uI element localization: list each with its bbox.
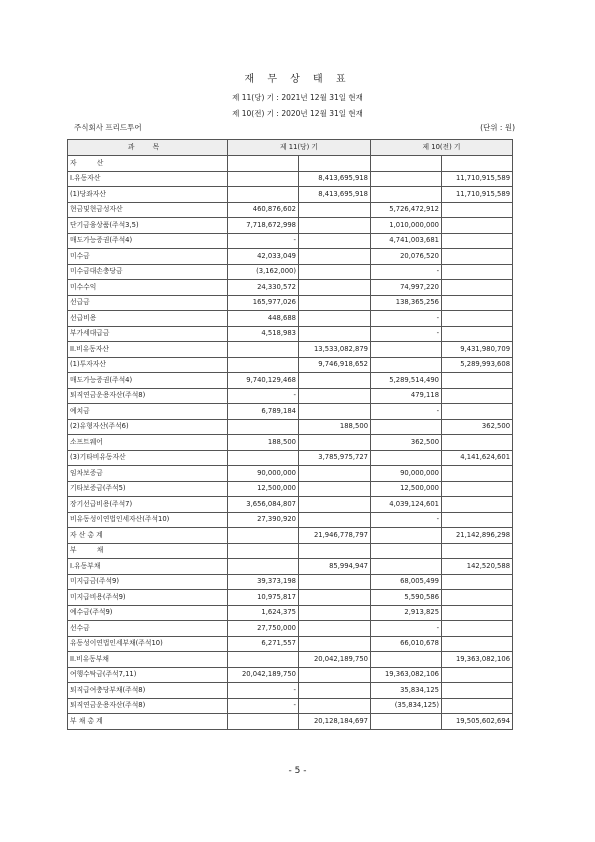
prior-subtotal-amount: 5,289,993,608 <box>442 357 513 373</box>
current-detail-amount: 460,876,602 <box>228 202 299 218</box>
current-subtotal-amount <box>299 605 371 621</box>
current-detail-amount: 20,042,189,750 <box>228 667 299 683</box>
current-subtotal-amount <box>299 388 371 404</box>
current-subtotal-amount: 20,042,189,750 <box>299 652 371 668</box>
prior-subtotal-amount <box>442 233 513 249</box>
account-name: I.유동부채 <box>68 559 228 575</box>
prior-detail-amount: 20,076,520 <box>371 249 442 265</box>
table-row <box>68 342 513 358</box>
prior-period-column-header: 제 10(전) 기 <box>371 140 513 156</box>
table-row <box>68 419 513 435</box>
current-subtotal-amount: 188,500 <box>299 419 371 435</box>
prior-subtotal-amount <box>442 218 513 234</box>
current-subtotal-amount <box>299 698 371 714</box>
prior-subtotal-amount: 11,710,915,589 <box>442 187 513 203</box>
table-row <box>68 528 513 544</box>
prior-detail-amount <box>371 652 442 668</box>
page-number: - 5 - <box>288 766 307 776</box>
account-name: II.비유동부채 <box>68 652 228 668</box>
prior-subtotal-amount <box>442 388 513 404</box>
account-name: 매도가능증권(주석4) <box>68 233 228 249</box>
prior-subtotal-amount <box>442 156 513 172</box>
current-detail-amount: 3,656,084,807 <box>228 497 299 513</box>
current-period: 제 11(당) 기 : 2021년 12월 31일 현재 <box>232 93 363 102</box>
prior-subtotal-amount: 4,141,624,601 <box>442 450 513 466</box>
prior-detail-amount <box>371 714 442 730</box>
account-name: 미수수익 <box>68 280 228 296</box>
current-subtotal-amount <box>299 667 371 683</box>
table-row <box>68 543 513 559</box>
prior-subtotal-amount <box>442 512 513 528</box>
prior-detail-amount: 4,039,124,601 <box>371 497 442 513</box>
account-name: 미수금 <box>68 249 228 265</box>
prior-detail-amount: - <box>371 512 442 528</box>
table-row <box>68 683 513 699</box>
table-row <box>68 435 513 451</box>
account-name: 미지급금(주석9) <box>68 574 228 590</box>
prior-detail-amount: 35,834,125 <box>371 683 442 699</box>
table-row <box>68 218 513 234</box>
current-subtotal-amount: 8,413,695,918 <box>299 171 371 187</box>
table-row <box>68 373 513 389</box>
current-subtotal-amount <box>299 621 371 637</box>
table-row <box>68 388 513 404</box>
prior-subtotal-amount <box>442 373 513 389</box>
account-column-header: 과 목 <box>68 140 228 156</box>
prior-subtotal-amount: 11,710,915,589 <box>442 171 513 187</box>
account-name: 선급비용 <box>68 311 228 327</box>
table-row <box>68 249 513 265</box>
current-detail-amount <box>228 450 299 466</box>
current-subtotal-amount <box>299 481 371 497</box>
current-detail-amount: - <box>228 388 299 404</box>
prior-subtotal-amount <box>442 683 513 699</box>
current-subtotal-amount <box>299 543 371 559</box>
current-detail-amount: - <box>228 698 299 714</box>
current-detail-amount: 27,750,000 <box>228 621 299 637</box>
prior-subtotal-amount <box>442 404 513 420</box>
prior-subtotal-amount <box>442 249 513 265</box>
current-subtotal-amount <box>299 156 371 172</box>
prior-subtotal-amount: 21,142,896,298 <box>442 528 513 544</box>
current-detail-amount: (3,162,000) <box>228 264 299 280</box>
account-name: 선급금 <box>68 295 228 311</box>
prior-subtotal-amount <box>442 698 513 714</box>
prior-subtotal-amount <box>442 280 513 296</box>
table-row <box>68 202 513 218</box>
prior-detail-amount <box>371 450 442 466</box>
current-detail-amount: 42,033,049 <box>228 249 299 265</box>
account-name: (1)투자자산 <box>68 357 228 373</box>
account-name: 미수금대손충당금 <box>68 264 228 280</box>
current-detail-amount: 7,718,672,998 <box>228 218 299 234</box>
statement-title: 재 무 상 태 표 <box>244 74 351 85</box>
account-name: 현금및현금성자산 <box>68 202 228 218</box>
current-subtotal-amount: 13,533,082,879 <box>299 342 371 358</box>
prior-subtotal-amount <box>442 481 513 497</box>
account-name: 여행수탁금(주석7,11) <box>68 667 228 683</box>
account-name: 단기금융상품(주석3,5) <box>68 218 228 234</box>
current-detail-amount: 24,330,572 <box>228 280 299 296</box>
current-detail-amount: 90,000,000 <box>228 466 299 482</box>
table-row <box>68 590 513 606</box>
current-detail-amount <box>228 543 299 559</box>
unit-label: (단위 : 원) <box>480 123 515 132</box>
prior-detail-amount: 68,005,499 <box>371 574 442 590</box>
current-detail-amount <box>228 187 299 203</box>
account-name: 예치금 <box>68 404 228 420</box>
current-subtotal-amount: 20,128,184,697 <box>299 714 371 730</box>
table-row <box>68 652 513 668</box>
current-detail-amount: 188,500 <box>228 435 299 451</box>
prior-subtotal-amount: 362,500 <box>442 419 513 435</box>
current-subtotal-amount: 8,413,695,918 <box>299 187 371 203</box>
account-name: 예수금(주석9) <box>68 605 228 621</box>
prior-detail-amount: 66,010,678 <box>371 636 442 652</box>
current-subtotal-amount <box>299 512 371 528</box>
table-row <box>68 295 513 311</box>
table-row <box>68 326 513 342</box>
prior-detail-amount: - <box>371 621 442 637</box>
balance-sheet-table <box>67 139 513 730</box>
prior-subtotal-amount <box>442 636 513 652</box>
current-detail-amount: 1,624,375 <box>228 605 299 621</box>
prior-detail-amount: - <box>371 404 442 420</box>
prior-subtotal-amount <box>442 574 513 590</box>
prior-detail-amount <box>371 171 442 187</box>
current-subtotal-amount <box>299 233 371 249</box>
account-name: (3)기타비유동자산 <box>68 450 228 466</box>
prior-detail-amount <box>371 543 442 559</box>
current-subtotal-amount <box>299 311 371 327</box>
table-row <box>68 466 513 482</box>
current-subtotal-amount: 85,994,947 <box>299 559 371 575</box>
prior-detail-amount: - <box>371 311 442 327</box>
current-detail-amount: 10,975,817 <box>228 590 299 606</box>
current-subtotal-amount <box>299 202 371 218</box>
prior-subtotal-amount <box>442 497 513 513</box>
account-name: (2)유형자산(주석6) <box>68 419 228 435</box>
current-detail-amount <box>228 419 299 435</box>
prior-subtotal-amount <box>442 326 513 342</box>
prior-detail-amount <box>371 419 442 435</box>
account-name: 비유동성이연법인세자산(주석10) <box>68 512 228 528</box>
prior-detail-amount: 4,741,003,681 <box>371 233 442 249</box>
prior-subtotal-amount <box>442 466 513 482</box>
prior-detail-amount: (35,834,125) <box>371 698 442 714</box>
prior-subtotal-amount <box>442 543 513 559</box>
table-row <box>68 497 513 513</box>
table-row <box>68 574 513 590</box>
current-subtotal-amount <box>299 218 371 234</box>
account-name: 퇴직급여충당부채(주석8) <box>68 683 228 699</box>
current-subtotal-amount: 3,785,975,727 <box>299 450 371 466</box>
prior-subtotal-amount <box>442 311 513 327</box>
account-name: II.비유동자산 <box>68 342 228 358</box>
current-detail-amount: - <box>228 683 299 699</box>
current-detail-amount: 6,271,557 <box>228 636 299 652</box>
current-subtotal-amount <box>299 435 371 451</box>
table-header-row <box>68 140 513 156</box>
prior-subtotal-amount <box>442 295 513 311</box>
current-detail-amount: 12,500,000 <box>228 481 299 497</box>
prior-subtotal-amount: 19,363,082,106 <box>442 652 513 668</box>
table-row <box>68 714 513 730</box>
prior-subtotal-amount <box>442 590 513 606</box>
prior-detail-amount: 12,500,000 <box>371 481 442 497</box>
table-row <box>68 667 513 683</box>
account-name: 소프트웨어 <box>68 435 228 451</box>
current-detail-amount: 165,977,026 <box>228 295 299 311</box>
prior-detail-amount: 19,363,082,106 <box>371 667 442 683</box>
company-name: 주식회사 프리드투어 <box>74 123 142 132</box>
current-subtotal-amount <box>299 373 371 389</box>
prior-detail-amount: 5,726,472,912 <box>371 202 442 218</box>
prior-detail-amount <box>371 156 442 172</box>
current-subtotal-amount <box>299 636 371 652</box>
table-row <box>68 311 513 327</box>
current-detail-amount <box>228 171 299 187</box>
prior-detail-amount: 362,500 <box>371 435 442 451</box>
table-row <box>68 156 513 172</box>
table-row <box>68 450 513 466</box>
current-subtotal-amount <box>299 295 371 311</box>
account-name: 선수금 <box>68 621 228 637</box>
table-row <box>68 698 513 714</box>
current-detail-amount: 6,789,184 <box>228 404 299 420</box>
prior-detail-amount: 5,590,586 <box>371 590 442 606</box>
prior-subtotal-amount <box>442 605 513 621</box>
current-detail-amount <box>228 156 299 172</box>
current-detail-amount <box>228 342 299 358</box>
account-name: 미지급비용(주석9) <box>68 590 228 606</box>
current-detail-amount: 27,390,920 <box>228 512 299 528</box>
current-detail-amount <box>228 357 299 373</box>
prior-subtotal-amount: 142,520,588 <box>442 559 513 575</box>
prior-detail-amount <box>371 187 442 203</box>
account-name: 부가세대급금 <box>68 326 228 342</box>
prior-detail-amount <box>371 528 442 544</box>
account-name: 매도가능증권(주석4) <box>68 373 228 389</box>
prior-detail-amount: 74,997,220 <box>371 280 442 296</box>
prior-subtotal-amount: 9,431,980,709 <box>442 342 513 358</box>
current-period-column-header: 제 11(당) 기 <box>228 140 371 156</box>
current-detail-amount <box>228 652 299 668</box>
prior-subtotal-amount <box>442 435 513 451</box>
table-row <box>68 171 513 187</box>
balance-sheet-body <box>68 156 513 730</box>
account-name: 기타보증금(주석5) <box>68 481 228 497</box>
prior-detail-amount: - <box>371 326 442 342</box>
current-subtotal-amount <box>299 326 371 342</box>
current-detail-amount: 448,688 <box>228 311 299 327</box>
prior-subtotal-amount <box>442 264 513 280</box>
account-name: 퇴직연금운용자산(주석8) <box>68 698 228 714</box>
account-name: I.유동자산 <box>68 171 228 187</box>
current-subtotal-amount <box>299 590 371 606</box>
table-row <box>68 404 513 420</box>
current-subtotal-amount <box>299 574 371 590</box>
prior-subtotal-amount <box>442 202 513 218</box>
table-row <box>68 264 513 280</box>
account-name: 장기선급비용(주석7) <box>68 497 228 513</box>
prior-detail-amount: - <box>371 264 442 280</box>
table-row <box>68 621 513 637</box>
account-name: 임차보증금 <box>68 466 228 482</box>
prior-subtotal-amount: 19,505,602,694 <box>442 714 513 730</box>
prior-subtotal-amount <box>442 621 513 637</box>
account-name: 유동성이연법인세부채(주석10) <box>68 636 228 652</box>
table-row <box>68 636 513 652</box>
table-row <box>68 357 513 373</box>
table-row <box>68 481 513 497</box>
current-subtotal-amount <box>299 683 371 699</box>
account-name: 퇴직연금운용자산(주석8) <box>68 388 228 404</box>
account-name: 자 산 <box>68 156 228 172</box>
current-detail-amount <box>228 528 299 544</box>
current-detail-amount: 9,740,129,468 <box>228 373 299 389</box>
current-detail-amount: 4,518,983 <box>228 326 299 342</box>
prior-detail-amount <box>371 559 442 575</box>
account-name: (1)당좌자산 <box>68 187 228 203</box>
prior-detail-amount: 138,365,256 <box>371 295 442 311</box>
prior-detail-amount: 1,010,000,000 <box>371 218 442 234</box>
current-detail-amount: 39,373,198 <box>228 574 299 590</box>
prior-detail-amount <box>371 357 442 373</box>
table-row <box>68 280 513 296</box>
account-name: 부 채 총 계 <box>68 714 228 730</box>
current-subtotal-amount <box>299 497 371 513</box>
prior-subtotal-amount <box>442 667 513 683</box>
current-detail-amount: - <box>228 233 299 249</box>
current-subtotal-amount <box>299 264 371 280</box>
table-row <box>68 187 513 203</box>
current-subtotal-amount: 21,946,778,797 <box>299 528 371 544</box>
table-row <box>68 605 513 621</box>
table-row <box>68 559 513 575</box>
table-row <box>68 233 513 249</box>
prior-detail-amount: 2,913,825 <box>371 605 442 621</box>
prior-detail-amount: 5,289,514,490 <box>371 373 442 389</box>
prior-period: 제 10(전) 기 : 2020년 12월 31일 현재 <box>232 109 363 118</box>
account-name: 부 채 <box>68 543 228 559</box>
current-detail-amount <box>228 559 299 575</box>
current-subtotal-amount <box>299 404 371 420</box>
current-subtotal-amount <box>299 249 371 265</box>
table-row <box>68 512 513 528</box>
current-subtotal-amount <box>299 466 371 482</box>
current-subtotal-amount <box>299 280 371 296</box>
prior-detail-amount: 479,118 <box>371 388 442 404</box>
prior-detail-amount: 90,000,000 <box>371 466 442 482</box>
current-subtotal-amount: 9,746,918,652 <box>299 357 371 373</box>
current-detail-amount <box>228 714 299 730</box>
account-name: 자 산 총 계 <box>68 528 228 544</box>
prior-detail-amount <box>371 342 442 358</box>
